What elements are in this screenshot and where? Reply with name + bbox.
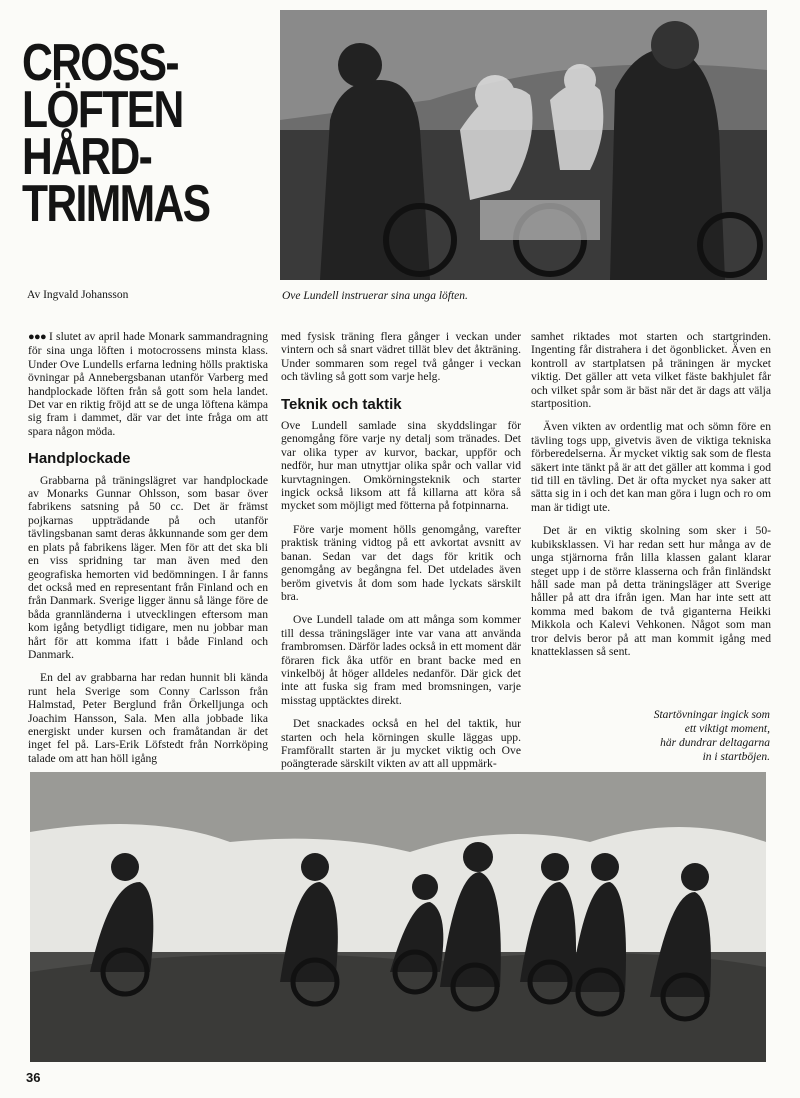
photo-bottom-caption — [600, 708, 770, 764]
paragraph: Det snackades också en hel del taktik, hur starten och hela körningen skulle läggas upp. Framförallt starten är ju mycket viktig och Ove poängterade särskilt vikten av att all uppmärk- — [281, 717, 521, 771]
paragraph: med fysisk träning flera gånger i veckan under vintern och så snart vädret tillät blev det åkträning. Under sommaren som regel två gånger i veckan och tävling så gott som varje helg. — [281, 330, 521, 384]
caption-line: ett viktigt moment, — [684, 723, 770, 735]
article-column-2 — [281, 330, 521, 781]
caption-line: in i startböjen. — [702, 751, 770, 763]
lead-text: I slutet av april hade Monark sammandragning för sina unga löften i motocrossens minsta klass. Under Ove Lundells erfarna ledning hölls praktiska övningar på Annebergsbanan utanför Varberg med handplockade löften från så gott som hela landet. Det var en riktig fröjd att se de unga löftena kämpa sig fram i dammet, där var det inte fråga om att spara någon möda. — [28, 330, 268, 438]
photo-race-start — [30, 772, 766, 1062]
section-heading: Handplockade — [28, 450, 131, 468]
headline-line-1: CROSS- — [22, 34, 179, 92]
headline-line-2: LÖFTEN — [22, 81, 183, 139]
caption-line: här dundrar deltagarna — [660, 737, 770, 749]
photo-top-caption: Ove Lundell instruerar sina unga löften. — [282, 290, 468, 302]
headline — [22, 34, 227, 233]
paragraph: Det är en viktig skolning som sker i 50-kubiksklassen. Vi har redan sett hur många av de unga stjärnorna från lilla klassen galant klarar steget upp i de större klasserna och från finländskt håll sade man på detta träningsläger att Sverige håller på att dra ifrån igen. Man har inte sett att komma med bakom de två giganterna Heikki Mikkola och Kalevi Vehkonen. Något som man tror delvis beror på att man kommit igång med knatteklassen så sent. — [531, 524, 771, 658]
headline-line-3: HÅRD- — [22, 128, 152, 186]
lead-dots: ●●● — [28, 331, 46, 343]
article-column-1 — [28, 330, 268, 775]
paragraph: samhet riktades mot starten och startgrinden. Ingenting får distrahera i det ögonblicket. Även en kontroll av startplatsen på träningen är mycket viktig. Det gäller att veta vilket fäste bakhjulet får och vilket spår som är bäst när det är dags att välja startposition. — [531, 330, 771, 411]
photo-instructor — [280, 10, 767, 280]
paragraph: Före varje moment hölls genomgång, varefter praktisk träning vidtog på ett avkortat avsnitt av banan. Sedan var det dags för kritik och genomgång av begångna fel. Det utdelades även beröm givetvis åt dom som hade lyckats särskilt bra. — [281, 522, 521, 603]
paragraph: En del av grabbarna har redan hunnit bli kända runt hela Sverige som Conny Carlsson från Halmstad, Peter Berglund från Örkelljunga och Joachim Hansson, Sala. Men alla jobbade lika energiskt under kursen och framåtandan är det inget fel på. Lars-Erik Löfstedt från Norrköping talade om att han höll igång — [28, 671, 268, 765]
page-number: 36 — [26, 1070, 41, 1085]
paragraph: Ove Lundell samlade sina skyddslingar för genomgång före varje ny detalj som tränades. Det var olika typer av kurvor, backar, uppför och nedför, hur man utnyttjar olika spår och vallar vid kurvtagningen. Omkörningsteknik och starter ingick också liksom att få killarna att köra så mycket som möjligt med fötterna på fotpinnarna. — [281, 419, 521, 513]
section-heading: Teknik och taktik — [281, 395, 402, 413]
paragraph: Även vikten av ordentlig mat och sömn före en tävling togs upp, givetvis även de viktiga tekniska förberedelserna. Är mycket viktig sak som de flesta säkert inte tänkt på är att det gäller att komma i god tid till en tävling. Det är ofta mycket nya saker att sätta sig in i och det kan man göra i lugn och ro om man är tidigt ute. — [531, 420, 771, 514]
article-column-3 — [531, 330, 771, 668]
paragraph — [28, 330, 268, 438]
headline-line-4: TRIMMAS — [22, 175, 210, 233]
byline: Av Ingvald Johansson — [27, 289, 129, 301]
caption-line: Startövningar ingick som — [653, 709, 770, 721]
paragraph: Grabbarna på träningslägret var handplockade av Monarks Gunnar Ohlsson, som basar över fabrikens satsning på 50 cc. Det är främst pojkarnas uppträdande på och utanför tävlingsbanan samt deras åkkunnande som ger dem en plats på fabrikens läger. Men för att det ska bli en viss spridning tar man även med den geografiska hemorten vid bedömningen. I år fanns det också med en representant från Finland och en från Danmark. Sverige ligger ännu så länge före de båda grannländerna i utvecklingen eftersom man kom igång betydligt tidigare, men nu jobbar man hårt för att komma ifatt i både Finland och Danmark. — [28, 473, 268, 661]
paragraph: Ove Lundell talade om att många som kommer till dessa träningsläger inte var vana att använda frambromsen. Därför lades också in ett moment där föraren fick åka utför en brant backe med en vinkelböj åt höger alldeles nedanför. Där gick det inte att fuska sig fram med bromsningen, varje misstag upptäcktes direkt. — [281, 613, 521, 707]
